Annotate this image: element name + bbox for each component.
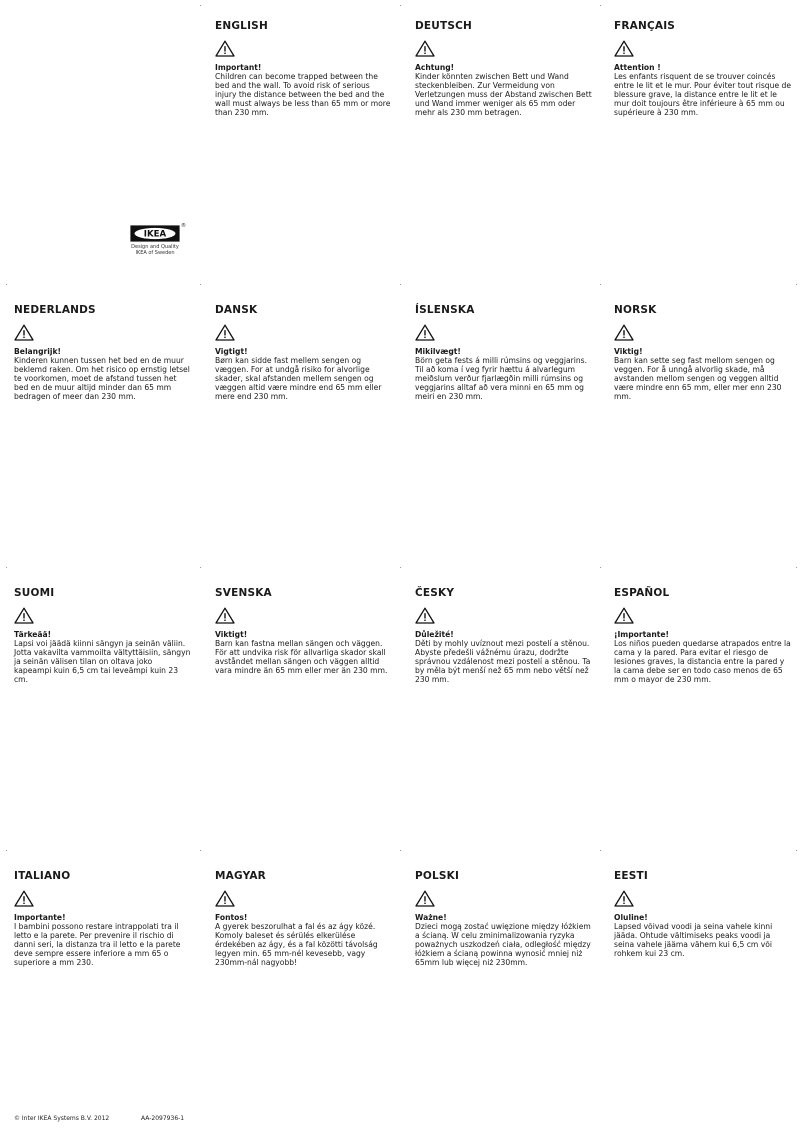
ikea-logo xyxy=(130,225,186,256)
crop-mark xyxy=(600,5,601,6)
language-heading: ITALIANO xyxy=(14,870,71,882)
warning-text: Barn kan sette seg fast mellom sengen og veggen. For å unngå alvorlig skade, må avstanden mellom sengen og veggen alltid være mindre enn 65 mm, eller mer enn 230 mm. xyxy=(614,356,782,402)
language-heading: FRANÇAIS xyxy=(614,20,676,32)
crop-mark xyxy=(796,567,797,568)
warning-text: Les enfants risquent de se trouver coincés entre le lit et le mur. Pour éviter tout risque de blessure grave, la distance entre le lit et le mur doit toujours être inférieure à 65 mm ou supérieure à 230 mm. xyxy=(614,72,792,118)
warning-section xyxy=(415,870,593,967)
warning-title: Attention ! xyxy=(614,63,661,72)
language-heading: DEUTSCH xyxy=(415,20,473,32)
warning-text: Lapsi voi jäädä kiinni sängyn ja seinän väliin. Jotta vakavilta vammoilta vältyttäisiin, sängyn ja seinän välisen tilan on oltava joko kapeampi kuin 6,5 cm tai leveämpi kuin 23 cm. xyxy=(14,639,191,685)
warning-section xyxy=(14,870,192,967)
warning-title: Belangrijk! xyxy=(14,347,61,356)
crop-mark xyxy=(6,567,7,568)
warning-triangle-icon xyxy=(215,607,235,624)
warning-section xyxy=(614,587,792,684)
warning-section xyxy=(215,870,393,967)
warning-text: Dzieci mogą zostać uwięzione między łóżkiem a ścianą. W celu zminimalizowania ryzyka poważnych uszkodzeń ciała, odległość między łóżkiem a ścianą powinna wynosić mniej niż 65mm lub więcej niż 230mm. xyxy=(415,922,591,968)
warning-text: Barn kan fastna mellan sängen och väggen. För att undvika risk för allvarliga skador skall avståndet mellan sängen och väggen alltid vara mindre än 65 mm eller mer än 230 mm. xyxy=(215,639,388,676)
crop-mark xyxy=(796,850,797,851)
crop-mark xyxy=(200,567,201,568)
ikea-logo-icon xyxy=(130,225,180,242)
warning-title: Důležité! xyxy=(415,630,454,639)
crop-mark xyxy=(796,284,797,285)
warning-title: Achtung! xyxy=(415,63,455,72)
language-heading: NORSK xyxy=(614,304,657,316)
warning-section xyxy=(415,587,593,684)
warning-title: Viktigt! xyxy=(215,630,248,639)
crop-mark xyxy=(400,284,401,285)
warning-title: Important! xyxy=(215,63,262,72)
logo-tagline-line-2: IKEA of Sweden xyxy=(135,250,175,256)
crop-mark xyxy=(600,284,601,285)
warning-triangle-icon xyxy=(614,890,634,907)
language-heading: ESPAÑOL xyxy=(614,587,670,599)
warning-section xyxy=(614,304,792,401)
warning-section xyxy=(614,870,792,958)
language-heading: NEDERLANDS xyxy=(14,304,96,316)
language-heading: ENGLISH xyxy=(215,20,268,32)
warning-title: Vigtigt! xyxy=(215,347,248,356)
warning-triangle-icon xyxy=(415,890,435,907)
warning-triangle-icon xyxy=(14,324,34,341)
language-heading: ÍSLENSKA xyxy=(415,304,475,316)
crop-mark xyxy=(600,567,601,568)
warning-triangle-icon xyxy=(14,890,34,907)
warning-triangle-icon xyxy=(14,607,34,624)
warning-section xyxy=(215,587,393,675)
warning-triangle-icon xyxy=(415,607,435,624)
warning-triangle-icon xyxy=(614,324,634,341)
crop-mark xyxy=(6,284,7,285)
warning-text: Kinderen kunnen tussen het bed en de muur beklemd raken. Om het risico op ernstig letsel te voorkomen, moet de afstand tussen het bed en de muur altijd minder dan 65 mm bedragen of meer dan 230 mm. xyxy=(14,356,190,402)
warning-title: Viktig! xyxy=(614,347,643,356)
crop-mark xyxy=(6,850,7,851)
warning-text: Lapsed võivad voodi ja seina vahele kinni jääda. Ohtude vältimiseks peaks voodi ja seina vahele jääma vähem kui 6,5 cm või rohkem kui 23 cm. xyxy=(614,922,773,959)
warning-triangle-icon xyxy=(215,324,235,341)
warning-title: Mikilvægt! xyxy=(415,347,461,356)
warning-text: Děti by mohly uvíznout mezi postelí a stěnou. Abyste předešli vážnému úrazu, dodržte správnou vzdálenost mezi postelí a stěnou. Ta by měla být menší než 65 mm nebo větší než 230 mm. xyxy=(415,639,591,685)
crop-mark xyxy=(400,5,401,6)
warning-text: Los niños pueden quedarse atrapados entre la cama y la pared. Para evitar el riesgo de lesiones graves, la distancia entre la pared y la cama debe ser en todo caso menos de 65 mm o mayor de 230 mm. xyxy=(614,639,791,685)
crop-mark xyxy=(200,284,201,285)
warning-text: A gyerek beszorulhat a fal és az ágy közé. Komoly baleset és sérülés elkerülése érdekében az ágy, és a fal közötti távolság legyen min. 65 mm-nél kevesebb, vagy 230mm-nál nagyobb! xyxy=(215,922,378,968)
warning-text: Children can become trapped between the bed and the wall. To avoid risk of serious injury the distance between the bed and the wall must always be less than 65 mm or more than 230 mm. xyxy=(215,72,391,118)
language-heading: EESTI xyxy=(614,870,648,882)
warning-triangle-icon xyxy=(215,40,235,57)
warning-section xyxy=(14,587,192,684)
warning-section xyxy=(215,20,393,117)
warning-title: Importante! xyxy=(14,913,66,922)
warning-triangle-icon xyxy=(614,40,634,57)
warning-text: Börn geta fests á milli rúmsins og veggjarins. Til að koma í veg fyrir hættu á alvarlegum meiðslum verður fjarlægðin milli rúmsins og veggjarins alltaf að vera minni en 65 mm og meiri en 230 mm. xyxy=(415,356,588,402)
warning-triangle-icon xyxy=(415,40,435,57)
warning-triangle-icon xyxy=(614,607,634,624)
warning-title: ¡Importante! xyxy=(614,630,670,639)
warning-text: Kinder könnten zwischen Bett und Wand steckenbleiben. Zur Vermeidung von Verletzungen muss der Abstand zwischen Bett und Wand immer weniger als 65 mm oder mehr als 230 mm betragen. xyxy=(415,72,592,118)
logo-wordmark: IKEA xyxy=(143,229,167,240)
language-heading: POLSKI xyxy=(415,870,460,882)
warning-section xyxy=(415,20,593,117)
registered-mark: ® xyxy=(181,223,186,229)
crop-mark xyxy=(200,850,201,851)
warning-section xyxy=(14,304,192,401)
warning-section xyxy=(614,20,792,117)
crop-mark xyxy=(200,5,201,6)
logo-tagline xyxy=(130,244,180,256)
warning-section xyxy=(215,304,393,401)
warning-section xyxy=(415,304,593,401)
document-id: AA-2097936-1 xyxy=(141,1115,185,1122)
language-heading: MAGYAR xyxy=(215,870,266,882)
warning-title: Ważne! xyxy=(415,913,447,922)
warning-title: Fontos! xyxy=(215,913,248,922)
warning-triangle-icon xyxy=(415,324,435,341)
language-heading: DANSK xyxy=(215,304,258,316)
language-heading: ČESKY xyxy=(415,587,455,599)
language-heading: SVENSKA xyxy=(215,587,272,599)
warning-title: Oluline! xyxy=(614,913,648,922)
warning-text: I bambini possono restare intrappolati tra il letto e la parete. Per prevenire il rischio di danni seri, la distanza tra il letto e la parete deve sempre essere inferiore a mm 65 o superiore a mm 230. xyxy=(14,922,181,968)
warning-text: Børn kan sidde fast mellem sengen og væggen. For at undgå risiko for alvorlige skader, skal afstanden mellem sengen og væggen altid være mindre end 65 mm eller mere end 230 mm. xyxy=(215,356,382,402)
language-heading: SUOMI xyxy=(14,587,55,599)
warning-triangle-icon xyxy=(215,890,235,907)
crop-mark xyxy=(600,850,601,851)
warning-title: Tärkeää! xyxy=(14,630,52,639)
crop-mark xyxy=(400,850,401,851)
logo-tagline-line-1: Design and Quality xyxy=(131,244,179,250)
crop-mark xyxy=(400,567,401,568)
copyright: © Inter IKEA Systems B.V. 2012 xyxy=(14,1115,110,1122)
